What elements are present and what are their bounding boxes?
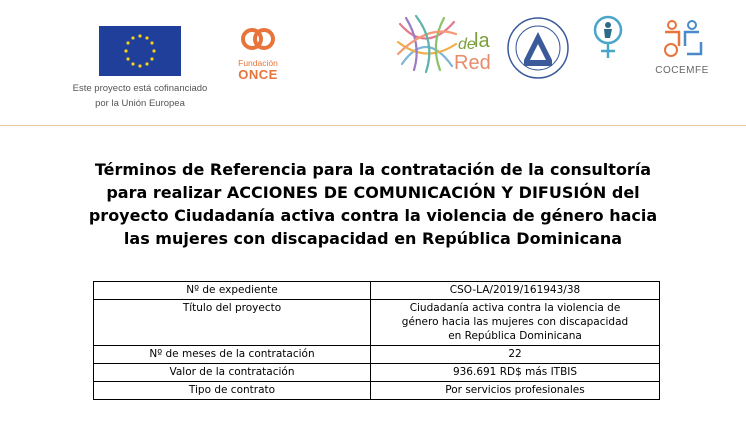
asodifimo-logo (506, 16, 570, 80)
row-value (371, 382, 660, 400)
row-value (371, 364, 660, 382)
row-value-line: Por servicios profesionales (445, 384, 585, 396)
header-divider (0, 125, 746, 126)
row-value (371, 282, 660, 300)
fundacion-once-logo-icon (238, 26, 278, 52)
title-line-1: Términos de Referencia para la contratación de la consultoría (94, 160, 652, 179)
cocemfe-logo (646, 18, 718, 78)
de-la-red-logo-icon (396, 14, 458, 74)
table-row (94, 282, 660, 300)
title-line-2: para realizar ACCIONES DE COMUNICACIÓN Y DIFUSIÓN del (106, 183, 640, 202)
table-row (94, 346, 660, 364)
row-label: Nº de meses de la contratación (94, 346, 371, 364)
row-value (371, 300, 660, 346)
row-value-line: Ciudadanía activa contra la violencia de (409, 302, 621, 314)
once-label-fundacion: Fundación (238, 58, 278, 68)
eu-flag-icon (99, 26, 181, 76)
eu-caption-line-1: Este proyecto está cofinanciado (72, 83, 208, 94)
row-value-line: CSO-LA/2019/161943/38 (449, 284, 581, 296)
table-row (94, 300, 660, 346)
row-label: Tipo de contrato (94, 382, 371, 400)
eu-cofinancing-block (50, 26, 230, 111)
table-row (94, 364, 660, 382)
asodifimo-logo-icon (506, 16, 570, 80)
red-logo-text-la: la (474, 30, 490, 52)
table-row (94, 382, 660, 400)
row-value-line: género hacia las mujeres con discapacidad (401, 316, 629, 328)
row-label: Título del proyecto (94, 300, 371, 346)
row-label: Valor de la contratación (94, 364, 371, 382)
circulo-mujeres-logo (578, 14, 638, 84)
eu-caption (50, 81, 230, 111)
row-value-line: 22 (508, 348, 522, 360)
row-value-line: 936.691 RD$ más ITBIS (452, 366, 578, 378)
title-line-4: las mujeres con discapacidad en República Dominicana (123, 229, 623, 248)
circulo-mujeres-discapacidad-logo-icon (588, 14, 628, 62)
title-line-3: proyecto Ciudadanía activa contra la violencia de género hacia (88, 206, 658, 225)
once-label-once: ONCE (238, 67, 278, 82)
eu-caption-line-2: por la Unión Europea (95, 98, 185, 109)
de-la-red-logo (396, 14, 498, 74)
red-logo-text-de: de (458, 36, 476, 53)
red-logo-text-red: Red (454, 52, 491, 74)
document-title (60, 158, 686, 250)
row-value-line: en República Dominicana (448, 330, 582, 342)
fundacion-once-logo (228, 26, 288, 81)
row-value (371, 346, 660, 364)
cocemfe-logo-icon (657, 18, 707, 58)
cocemfe-label: COCEMFE (655, 65, 709, 76)
row-label: Nº de expediente (94, 282, 371, 300)
project-info-table (93, 281, 660, 400)
